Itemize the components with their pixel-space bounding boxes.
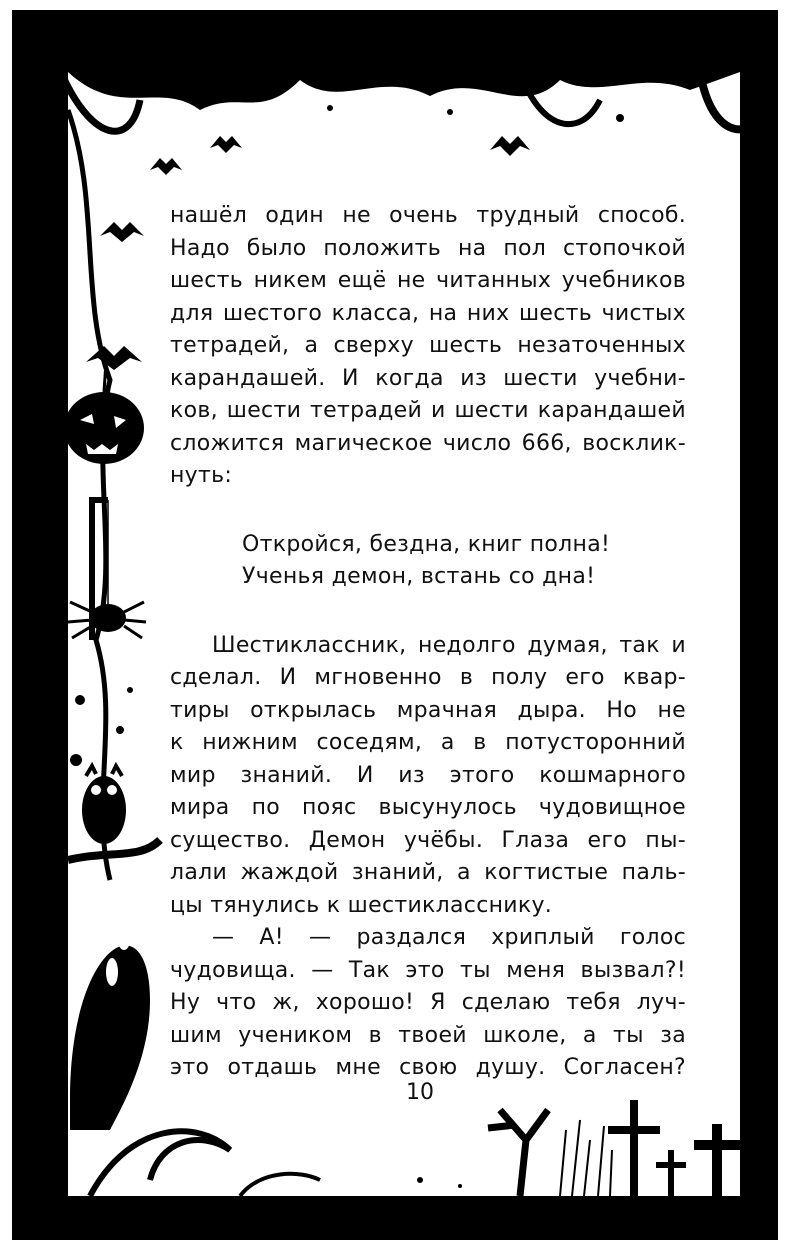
text-line: шим учеником в твоей школе, а ты за (170, 1022, 686, 1048)
cross-icon (694, 1124, 740, 1196)
text-line: карандашей. И когда из шести учебни- (170, 365, 686, 391)
text-line: Ну что ж, хорошо! Я сделаю тебя луч- (170, 990, 686, 1015)
text-line: существо. Демон учёбы. Глаза его пы- (170, 827, 686, 853)
verse-line: Откройся, бездна, книг полна! (242, 531, 611, 557)
text-line: мир знаний. И из этого кошмарного (170, 762, 686, 788)
cross-icon (656, 1150, 686, 1196)
text-line: сделал. И мгновенно в полу его квар- (170, 665, 686, 690)
story-text (170, 200, 686, 1085)
text-line: шесть никем ещё не читанных учебников (170, 268, 686, 293)
owl-icon (68, 766, 160, 860)
text-line: Надо было положить на пол стопочкой (170, 235, 686, 261)
text-line: нуть: (170, 463, 233, 488)
dead-tree-icon (488, 1110, 548, 1196)
bat-icon (86, 346, 142, 370)
text-line: Шестиклассник, недолго думая, так и (212, 632, 686, 658)
text-line: тиры открылась мрачная дыра. Но не (170, 697, 686, 723)
text-line: ков, шести тетрадей и шести карандашей (170, 398, 686, 423)
ghost-icon (70, 930, 150, 1130)
text-line: цы тянулись к шестикласснику. (170, 892, 553, 918)
bat-icon (100, 222, 144, 242)
verse (242, 529, 686, 594)
text-line: тетрадей, а сверху шесть незаточенных (170, 333, 686, 358)
text-line: сложится магическое число 666, восклик- (170, 430, 686, 456)
bat-icon (150, 158, 182, 175)
bat-icon (210, 136, 242, 153)
text-line: — А! — раздался хриплый голос (212, 925, 686, 950)
page-number: 10 (406, 1080, 434, 1105)
text-line: это отдашь мне свою душу. Согласен? (170, 1055, 686, 1080)
text-line: к нижним соседям, а в потусторонний (170, 730, 686, 755)
pumpkin-icon (64, 362, 144, 464)
bat-icon (490, 136, 530, 156)
text-line: чудовища. — Так это ты меня вызвал?! (170, 957, 686, 983)
cross-icon (608, 1100, 660, 1196)
text-line: нашёл один не очень трудный способ. (170, 203, 686, 228)
text-line: для шестого класса, на них шесть чистых (170, 300, 686, 326)
text-line: мира по пояс высунулось чудовищное (170, 795, 686, 820)
text-line: лали жаждой знаний, а когтистые паль- (170, 860, 686, 885)
verse-line: Ученья демон, встань со дна! (242, 564, 596, 589)
